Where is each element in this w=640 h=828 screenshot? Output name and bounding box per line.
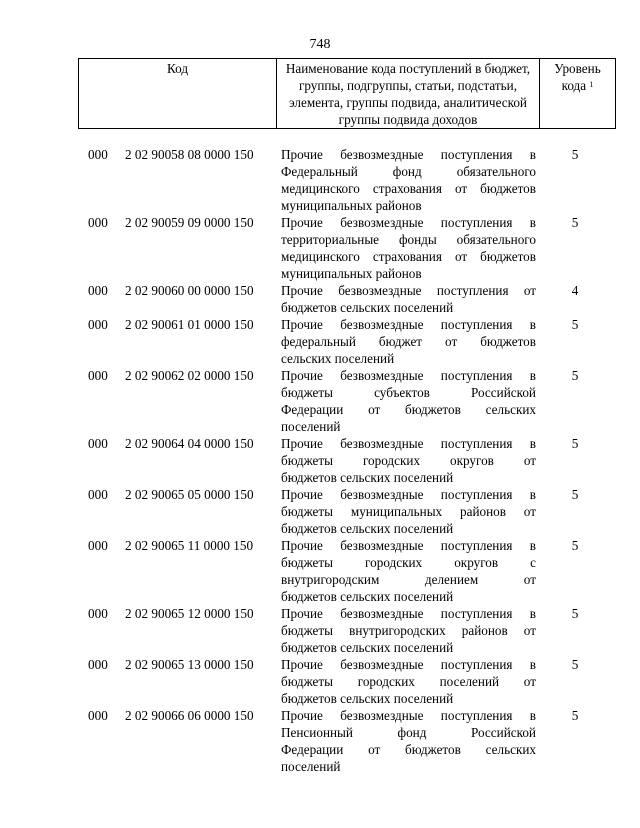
header-code: Код (79, 59, 277, 129)
revenue-name (281, 146, 536, 214)
revenue-name (281, 316, 536, 367)
name-line: Федеральный фонд обязательного (281, 164, 536, 179)
name-line: бюджетов сельских поселений (281, 640, 454, 655)
table-row (0, 605, 640, 656)
table-header (78, 58, 616, 129)
table-row (0, 367, 640, 435)
admin-code: 000 (88, 317, 108, 332)
name-line: Пенсионный фонд Российской (281, 725, 536, 740)
revenue-name (281, 707, 536, 775)
revenue-name (281, 656, 536, 707)
admin-code: 000 (88, 606, 108, 621)
name-line: бюджетов сельских поселений (281, 691, 454, 706)
code-level: 5 (571, 368, 579, 383)
revenue-code: 2 02 90058 08 0000 150 (125, 147, 254, 162)
name-line: бюджеты городских округов с (281, 555, 536, 570)
name-line: федеральный бюджет от бюджетов (281, 334, 536, 349)
page-number: 748 (309, 37, 331, 52)
code-level: 5 (571, 708, 579, 723)
table-row (0, 537, 640, 605)
code-level: 5 (571, 215, 579, 230)
revenue-name (281, 435, 536, 486)
name-line: бюджеты муниципальных районов от (281, 504, 536, 519)
name-line: бюджеты субъектов Российской (281, 385, 536, 400)
revenue-name (281, 605, 536, 656)
code-level: 5 (571, 487, 579, 502)
table-body (0, 146, 640, 775)
revenue-code: 2 02 90061 01 0000 150 (125, 317, 254, 332)
name-line: бюджеты городских округов от (281, 453, 536, 468)
name-line: бюджеты городских поселений от (281, 674, 536, 689)
name-line: Прочие безвозмездные поступления в (281, 708, 536, 723)
name-line: Прочие безвозмездные поступления в (281, 538, 536, 553)
revenue-code: 2 02 90062 02 0000 150 (125, 368, 254, 383)
name-line: поселений (281, 419, 341, 434)
name-line: Федерации от бюджетов сельских (281, 742, 536, 757)
name-line: бюджетов сельских поселений (281, 470, 454, 485)
name-line: бюджетов сельских поселений (281, 300, 454, 315)
table-row (0, 707, 640, 775)
code-level: 5 (571, 436, 579, 451)
revenue-code: 2 02 90065 05 0000 150 (125, 487, 254, 502)
admin-code: 000 (88, 436, 108, 451)
name-line: бюджеты внутригородских районов от (281, 623, 536, 638)
table-row (0, 214, 640, 282)
name-line: Прочие безвозмездные поступления в (281, 368, 536, 383)
revenue-code: 2 02 90065 11 0000 150 (125, 538, 254, 553)
name-line: Прочие безвозмездные поступления в (281, 317, 536, 332)
table-row (0, 486, 640, 537)
table-row (0, 656, 640, 707)
name-line: медицинского страхования от бюджетов (281, 249, 536, 264)
admin-code: 000 (88, 215, 108, 230)
table-row (0, 146, 640, 214)
name-line: Прочие безвозмездные поступления в (281, 215, 536, 230)
code-level: 4 (571, 283, 579, 298)
revenue-name (281, 282, 536, 316)
name-line: медицинского страхования от бюджетов (281, 181, 536, 196)
name-line: муниципальных районов (281, 266, 422, 281)
revenue-code: 2 02 90059 09 0000 150 (125, 215, 254, 230)
name-line: бюджетов сельских поселений (281, 589, 454, 604)
footnote-marker: 1 (589, 80, 594, 89)
name-line: Прочие безвозмездные поступления от (281, 283, 536, 298)
admin-code: 000 (88, 487, 108, 502)
code-level: 5 (571, 606, 579, 621)
admin-code: 000 (88, 538, 108, 553)
revenue-name (281, 214, 536, 282)
name-line: Прочие безвозмездные поступления в (281, 436, 536, 451)
name-line: муниципальных районов (281, 198, 422, 213)
revenue-name (281, 537, 536, 605)
admin-code: 000 (88, 283, 108, 298)
name-line: Прочие безвозмездные поступления в (281, 606, 536, 621)
code-level: 5 (571, 147, 579, 162)
header-level: Уровень кода $^1$ (540, 59, 616, 129)
admin-code: 000 (88, 147, 108, 162)
revenue-code: 2 02 90065 12 0000 150 (125, 606, 254, 621)
revenue-code: 2 02 90060 00 0000 150 (125, 283, 254, 298)
name-line: внутригородским делением от (281, 572, 536, 587)
code-level: 5 (571, 538, 579, 553)
table-row (0, 435, 640, 486)
revenue-name (281, 486, 536, 537)
name-line: бюджетов сельских поселений (281, 521, 454, 536)
revenue-name (281, 367, 536, 435)
name-line: территориальные фонды обязательного (281, 232, 536, 247)
revenue-code: 2 02 90066 06 0000 150 (125, 708, 254, 723)
table-row (0, 316, 640, 367)
code-level: 5 (571, 657, 579, 672)
name-line: поселений (281, 759, 341, 774)
revenue-code: 2 02 90065 13 0000 150 (125, 657, 254, 672)
name-line: Прочие безвозмездные поступления в (281, 487, 536, 502)
table-row (0, 282, 640, 316)
name-line: Прочие безвозмездные поступления в (281, 657, 536, 672)
name-line: Прочие безвозмездные поступления в (281, 147, 536, 162)
revenue-code: 2 02 90064 04 0000 150 (125, 436, 254, 451)
name-line: Федерации от бюджетов сельских (281, 402, 536, 417)
code-level: 5 (571, 317, 579, 332)
admin-code: 000 (88, 708, 108, 723)
admin-code: 000 (88, 368, 108, 383)
name-line: сельских поселений (281, 351, 395, 366)
header-name: Наименование кода поступлений в бюджет, группы, подгруппы, статьи, подстатьи, элемента, группы подвида, аналитической группы подвида доходов (277, 59, 540, 129)
admin-code: 000 (88, 657, 108, 672)
